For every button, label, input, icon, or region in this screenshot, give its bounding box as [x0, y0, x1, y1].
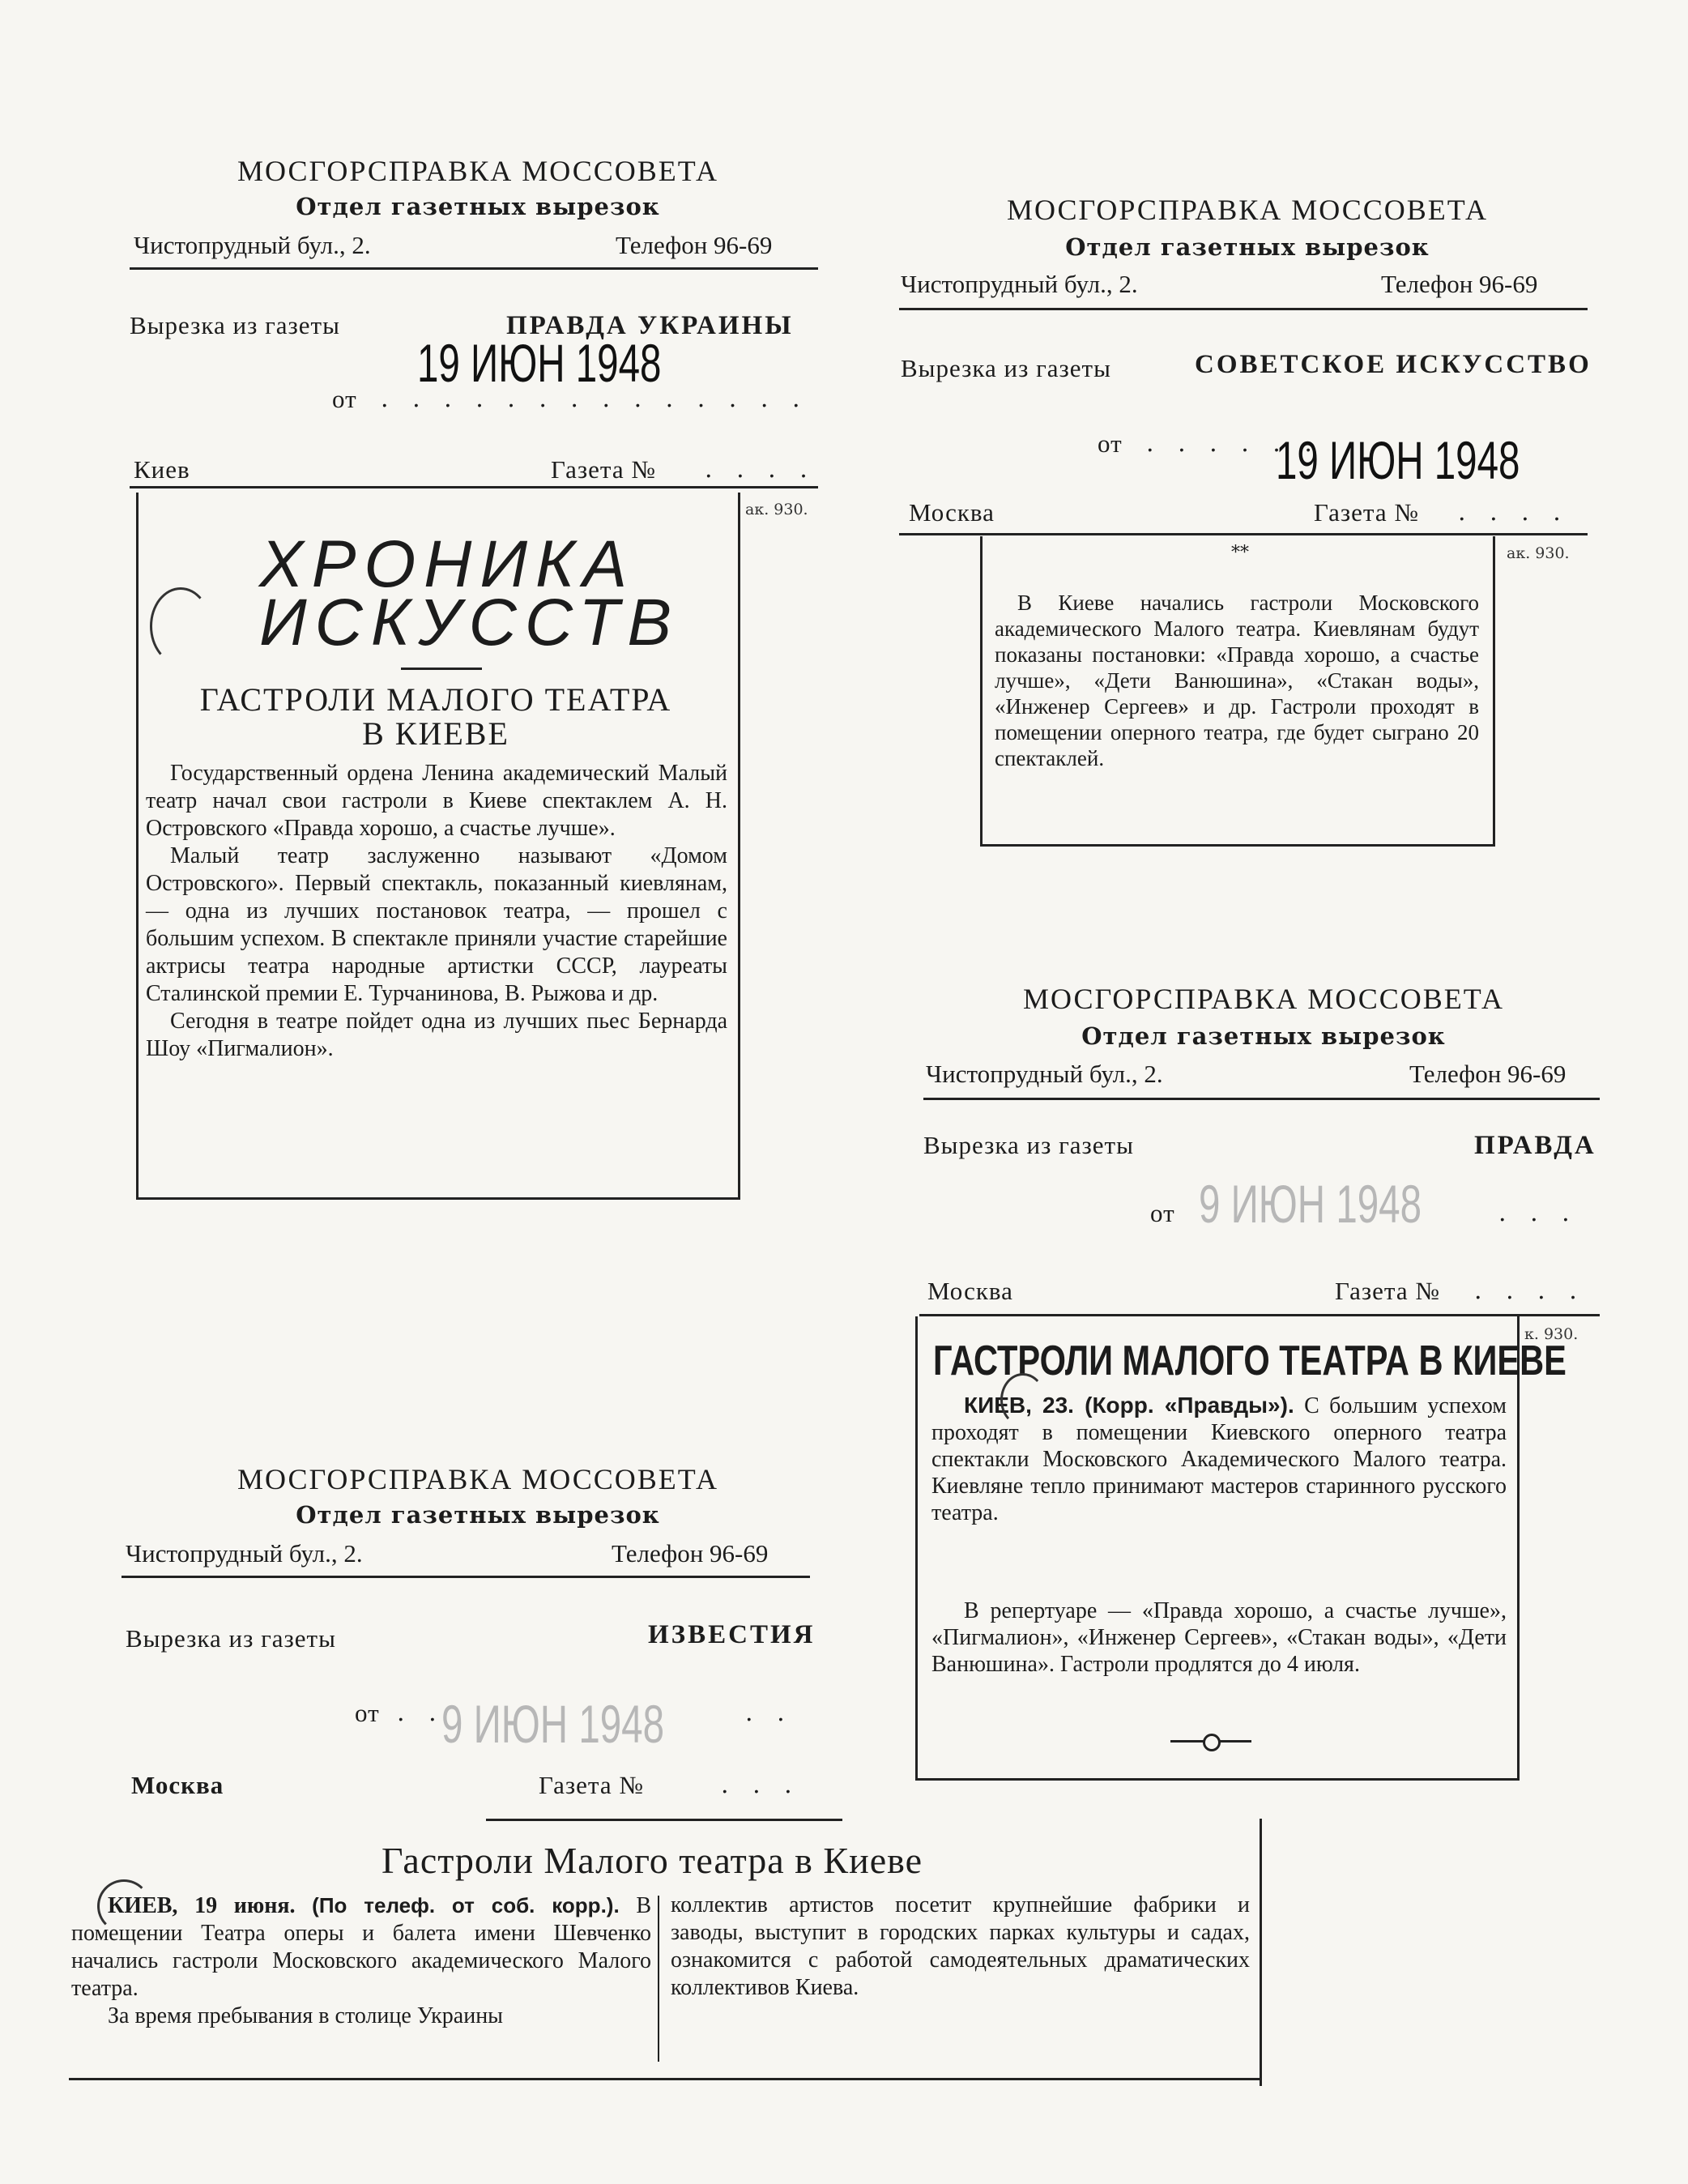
clip-4-column-rule	[658, 1896, 659, 2062]
clip-1-address: Чистопрудный бул., 2.	[134, 231, 371, 259]
clip-1-phone: Телефон 96-69	[616, 231, 773, 259]
clip-1-paragraph: Малый театр заслуженно называют «Домом Островского». Первый спектакль, показанный киевлянам, — одна из лучших постановок театра, — прошел с большим успехом. В спектакле приняли участие старейшие актрисы театра народные артистки СССР, лауреаты Сталинской премии Е. Турчанинова, В. Рыжова и др.	[146, 843, 727, 1006]
clip-1-clip-label: Вырезка из газеты	[130, 311, 340, 339]
clip-1-heading-1: ХРОНИКА	[259, 527, 636, 601]
clip-3-para-2: В репертуаре — «Правда хорошо, а счастье лучше», «Пигмалион», «Инженер Сергеев», «Стакан воды», «Дети Ванюшина». Гастроли продлятся до 4 июля.	[931, 1598, 1507, 1677]
clip-1-rule-2	[130, 486, 818, 488]
clip-4-issue-label: Газета №	[539, 1771, 644, 1799]
clip-4-city: Москва	[131, 1771, 224, 1799]
clip-1-date-stamp: 19 ИЮН 1948	[417, 333, 662, 393]
clip-2-body: В Киеве начались гастроли Московского академического Малого театра. Киевлянам будут показаны постановки: «Правда хорошо, а счастье лучше», «Дети Ванюшина», «Стакан воды», «Инженер Сергеев» и др. Гастроли проходят в помещении оперного театра, где будет сыграно 20 спектаклей.	[995, 591, 1479, 770]
clip-4-date-dots-2: . .	[745, 1699, 793, 1727]
clip-4-bottom-border	[69, 2078, 1262, 2080]
clip-4-org: МОСГОРСПРАВКА МОССОВЕТА	[237, 1463, 718, 1495]
clip-4-title: Гастроли Малого театра в Киеве	[381, 1840, 923, 1881]
clip-1-heading-2: ИСКУССТВ	[259, 586, 680, 659]
clip-3-city: Москва	[927, 1277, 1013, 1305]
clip-4-date-stamp: 9 ИЮН 1948	[441, 1694, 665, 1754]
clip-2-address: Чистопрудный бул., 2.	[901, 270, 1138, 298]
clip-4-clip-label: Вырезка из газеты	[126, 1624, 336, 1653]
clip-4-col-1-text-2: За время пребывания в столице Украины	[108, 2003, 503, 2028]
clip-1-org: МОСГОРСПРАВКА МОССОВЕТА	[237, 155, 718, 187]
clip-1-issue-dots: . . . .	[705, 455, 816, 484]
clip-4-phone: Телефон 96-69	[612, 1539, 769, 1568]
circle-divider-icon	[1203, 1734, 1221, 1751]
clip-3-para-1-text: С большим успехом проходят в помещении Киевского оперного театра спектакли Московского Академического Малого театра. Киевляне тепло принимают мастеров старинного русского театра.	[931, 1393, 1507, 1525]
clip-2-rule-2	[899, 533, 1588, 535]
clip-2-marker: **	[1231, 543, 1249, 563]
clip-2-dept: Отдел газетных вырезок	[1065, 233, 1430, 261]
clip-4-from-label: от	[355, 1699, 380, 1727]
clip-1-divider	[401, 668, 482, 670]
clip-1-title-2: В КИЕВЕ	[362, 715, 509, 752]
pencil-mark-icon	[1000, 1373, 1046, 1427]
clip-2-org: МОСГОРСПРАВКА МОССОВЕТА	[1007, 194, 1488, 226]
clip-4-address: Чистопрудный бул., 2.	[126, 1539, 363, 1568]
clip-1-date-dots: . . . . . . . . . . . . . .	[381, 385, 808, 413]
clip-4-right-border	[1260, 1819, 1262, 2086]
clip-2-code: ак. 930.	[1507, 544, 1570, 562]
clip-3-org: МОСГОРСПРАВКА МОССОВЕТА	[1023, 983, 1504, 1015]
clip-2-from-label: от	[1098, 429, 1123, 458]
clip-4-dateline: КИЕВ, 19 июня.	[108, 1893, 296, 1918]
clip-1-code: ак. 930.	[745, 501, 808, 518]
clip-2-date-dots: . . . . . .	[1146, 429, 1320, 458]
clip-1-issue-label: Газета №	[551, 455, 656, 484]
clip-3-phone: Телефон 96-69	[1409, 1060, 1567, 1088]
clip-1-paragraph: Государственный ордена Ленина академический Малый театр начал свои гастроли в Киеве спектаклем А. Н. Островского «Правда хорошо, а счастье лучше».	[146, 761, 727, 841]
clip-1-dept: Отдел газетных вырезок	[296, 193, 660, 220]
clip-1-newspaper: ПРАВДА УКРАИНЫ	[506, 311, 794, 340]
clip-4-rule	[121, 1576, 810, 1578]
clip-3-clip-label: Вырезка из газеты	[923, 1131, 1134, 1159]
clip-3-title: ГАСТРОЛИ МАЛОГО ТЕАТРА В КИЕВЕ	[933, 1337, 1567, 1384]
clip-3-from-label: от	[1150, 1199, 1175, 1227]
clip-2-rule	[899, 308, 1588, 310]
clip-3-dept: Отдел газетных вырезок	[1081, 1022, 1446, 1050]
clip-4-date-dots: . .	[397, 1699, 445, 1727]
clip-2-date-stamp: 19 ИЮН 1948	[1276, 430, 1520, 490]
clip-3-rule	[923, 1098, 1600, 1100]
clip-1-from-label: от	[332, 385, 357, 413]
clip-4-dept: Отдел газетных вырезок	[296, 1501, 660, 1529]
clip-3-address: Чистопрудный бул., 2.	[926, 1060, 1163, 1088]
clip-2-newspaper: СОВЕТСКОЕ ИСКУССТВО	[1195, 350, 1592, 379]
clip-2-phone: Телефон 96-69	[1381, 270, 1538, 298]
clip-2-issue-dots: . . . .	[1458, 498, 1569, 527]
clip-4-col-1-text: В помещении Театра оперы и балета имени Шевченко начались гастроли Московского академического Малого театра.	[71, 1893, 651, 2001]
clip-4-col-2: коллектив артистов посетит крупнейшие фабрики и заводы, выступит в городских парках культуры и садах, ознакомится с работой самодеятельных драматических коллективов Киева.	[671, 1892, 1250, 2000]
clip-2-clip-label: Вырезка из газеты	[901, 354, 1111, 382]
clip-3-newspaper: ПРАВДА	[1474, 1131, 1596, 1160]
clip-3-issue-dots: . . . .	[1474, 1277, 1585, 1305]
clip-3-date-stamp: 9 ИЮН 1948	[1199, 1174, 1422, 1234]
clip-1-title-1: ГАСТРОЛИ МАЛОГО ТЕАТРА	[199, 681, 672, 718]
clip-3-date-dots: . . .	[1498, 1199, 1578, 1227]
clip-2-issue-label: Газета №	[1314, 498, 1419, 527]
clip-4-byline: (По телеф. от соб. корр.).	[312, 1893, 620, 1917]
pencil-mark-icon	[150, 587, 211, 665]
clip-4-col-1	[71, 1892, 651, 2030]
clip-1-city: Киев	[134, 455, 190, 484]
clip-2-city: Москва	[909, 498, 995, 527]
clip-3-dateline: КИЕВ, 23. (Корр. «Правды»).	[964, 1393, 1294, 1418]
clip-1-rule	[130, 267, 818, 270]
clip-4-newspaper: ИЗВЕСТИЯ	[648, 1620, 816, 1649]
clip-3-issue-label: Газета №	[1335, 1277, 1440, 1305]
clip-4-issue-dots: . . .	[721, 1771, 800, 1799]
clip-4-rule-2	[486, 1819, 842, 1821]
clip-1-paragraph: Сегодня в театре пойдет одна из лучших пьес Бернарда Шоу «Пигмалион».	[146, 1009, 727, 1061]
clip-3-code: к. 930.	[1524, 1325, 1579, 1343]
pencil-mark-icon	[97, 1879, 151, 1933]
clip-1-body	[146, 760, 727, 1063]
